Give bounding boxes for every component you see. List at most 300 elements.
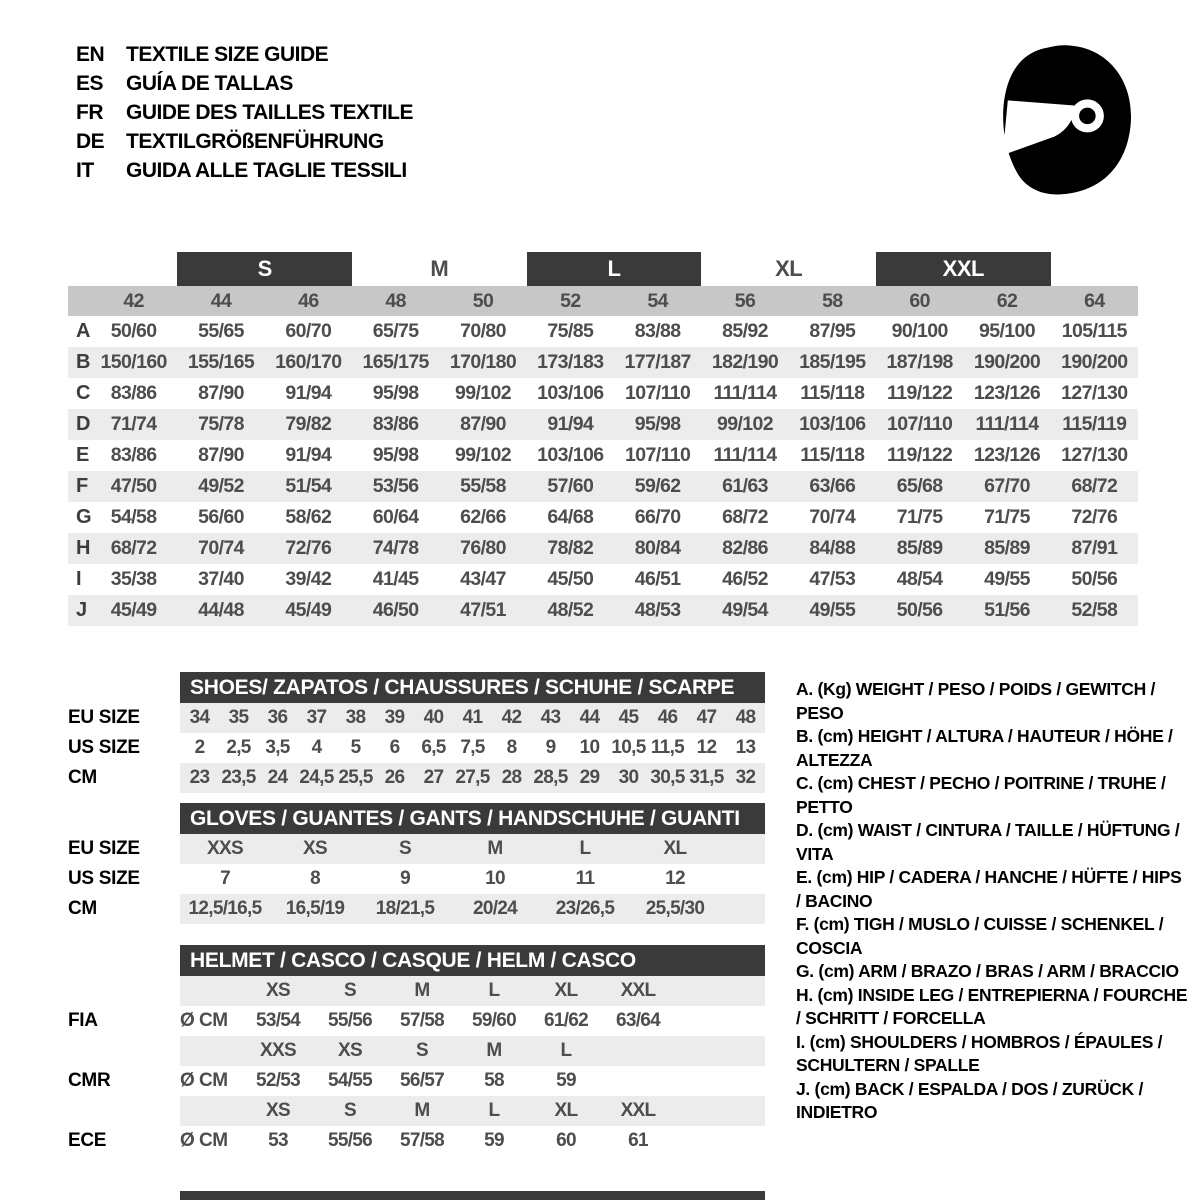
cell-value: S: [416, 1040, 428, 1061]
size-value: 173/183: [537, 351, 604, 373]
size-value: 107/110: [887, 413, 953, 435]
legend-item: B. (cm) HEIGHT / ALTURA / HAUTEUR / HÖHE / ALTEZZA: [796, 726, 1173, 770]
size-value: 71/75: [984, 506, 1030, 528]
measurement-row: [68, 409, 1138, 440]
table-row: [68, 1036, 765, 1066]
size-value: 78/82: [547, 537, 594, 559]
cell-value: 31,5: [689, 767, 724, 788]
size-value: 83/86: [110, 382, 157, 404]
size-value: 76/80: [460, 537, 506, 559]
cell-value: L: [488, 980, 500, 1001]
measurement-row: [68, 378, 1138, 409]
cell-value: 3,5: [265, 737, 290, 758]
size-group-xxl: XXL: [876, 252, 1051, 286]
size-value: 71/75: [896, 506, 943, 528]
language-row: [76, 127, 413, 156]
size-group-m: M: [430, 256, 449, 281]
shoes-table: [68, 672, 765, 793]
table-row: [68, 1096, 765, 1126]
legend-item: G. (cm) ARM / BRAZO / BRAS / ARM / BRACCIO: [796, 961, 1179, 981]
textile-size-table: [68, 252, 1138, 626]
cell-value: 38: [345, 707, 366, 728]
cell-value: XS: [338, 1040, 362, 1061]
language-row: [76, 69, 413, 98]
size-value: 160/170: [275, 351, 342, 373]
cell-value: 55/56: [327, 1130, 373, 1151]
row-label: H: [76, 537, 91, 559]
cell-value: 26: [384, 767, 405, 788]
cell-value: XS: [266, 980, 290, 1001]
size-value: 68/72: [1071, 475, 1118, 497]
row-header: US SIZE: [68, 737, 140, 758]
language-code: EN: [76, 42, 105, 66]
language-title: GUIDA ALLE TAGLIE TESSILI: [126, 158, 407, 182]
language-row: [76, 156, 413, 185]
cell-value: 24: [267, 767, 288, 788]
row-label: B: [76, 351, 91, 373]
measurement-row: [68, 533, 1138, 564]
cell-value: 41: [462, 707, 483, 728]
cell-value: 7,5: [460, 737, 485, 758]
cell-value: 30: [618, 767, 639, 788]
row-header: CM: [68, 767, 97, 788]
size-value: 82/86: [722, 537, 768, 559]
size-value: 56/60: [198, 506, 244, 528]
cell-value: 9: [545, 737, 556, 758]
size-value: 39/42: [285, 568, 332, 590]
cell-value: 25,5: [338, 767, 373, 788]
size-value: 127/130: [1061, 444, 1128, 466]
cell-value: 6: [389, 737, 400, 758]
unit-label: Ø CM: [180, 1010, 228, 1031]
size-value: 48/53: [634, 599, 681, 621]
size-value: 75/78: [198, 413, 244, 435]
language-title: TEXTILGRÖßENFÜHRUNG: [126, 129, 384, 153]
cell-value: XXS: [260, 1040, 296, 1061]
cell-value: 61/62: [543, 1010, 589, 1031]
size-value: 85/89: [896, 537, 943, 559]
cell-value: 42: [501, 707, 522, 728]
size-value: 35/38: [110, 568, 157, 590]
size-value: 37/40: [198, 568, 244, 590]
cell-value: S: [399, 838, 411, 859]
gloves-table: [68, 803, 765, 924]
size-value: 103/106: [537, 444, 604, 466]
language-title: GUIDE DES TAILLES TEXTILE: [126, 100, 413, 124]
size-table-body: [68, 316, 1138, 626]
row-label: F: [76, 475, 89, 497]
size-column-header: 48: [385, 289, 406, 312]
size-value: 49/55: [984, 568, 1030, 590]
cell-value: XL: [663, 838, 687, 859]
cell-value: 52/53: [255, 1070, 301, 1091]
size-value: 48/52: [547, 599, 594, 621]
size-value: 72/76: [285, 537, 332, 559]
cell-value: 56/57: [399, 1070, 445, 1091]
size-value: 111/114: [713, 444, 777, 466]
size-column-header: 62: [996, 289, 1018, 312]
size-value: 65/68: [896, 475, 943, 497]
cell-value: XL: [554, 980, 578, 1001]
size-value: 71/74: [110, 413, 157, 435]
helmet-table: [68, 945, 765, 1156]
table-row: [68, 763, 765, 793]
size-value: 187/198: [886, 351, 953, 373]
size-value: 85/92: [722, 320, 768, 342]
size-column-header: 64: [1084, 289, 1105, 312]
unit-label: [180, 976, 242, 1006]
size-value: 83/86: [372, 413, 419, 435]
size-value: 87/90: [460, 413, 506, 435]
cell-value: 12: [665, 868, 685, 889]
measurement-row: [68, 440, 1138, 471]
table-row: [68, 864, 765, 894]
row-label: C: [76, 382, 91, 404]
size-value: 150/160: [100, 351, 167, 373]
size-group-s: S: [177, 252, 352, 286]
cell-value: 6,5: [421, 737, 446, 758]
size-value: 83/88: [634, 320, 681, 342]
size-column-header: 58: [822, 289, 843, 312]
cell-value: 10,5: [611, 737, 646, 758]
size-value: 123/126: [973, 444, 1041, 466]
language-title: GUÍA DE TALLAS: [126, 71, 293, 95]
cell-value: S: [344, 1100, 356, 1121]
size-value: 99/102: [454, 382, 512, 404]
row-label: J: [76, 599, 88, 621]
size-value: 62/66: [460, 506, 506, 528]
gloves-title: GLOVES / GUANTES / GANTS / HANDSCHUHE / GUANTI: [180, 803, 765, 834]
cell-value: M: [486, 1040, 502, 1061]
cell-value: 61: [628, 1130, 648, 1151]
cell-value: M: [414, 1100, 430, 1121]
size-value: 91/94: [547, 413, 594, 435]
table-row: [68, 733, 765, 763]
language-code: IT: [76, 158, 94, 182]
size-value: 99/102: [716, 413, 774, 435]
row-header: [68, 976, 180, 1006]
legend-item: H. (cm) INSIDE LEG / ENTREPIERNA / FOURCHE / SCHRITT / FORCELLA: [796, 984, 1188, 1028]
language-title: TEXTILE SIZE GUIDE: [126, 42, 329, 66]
gloves-rows: [68, 834, 765, 924]
legend-item: E. (cm) HIP / CADERA / HANCHE / HÜFTE / HIPS / BACINO: [796, 867, 1182, 911]
cell-value: XL: [554, 1100, 578, 1121]
cell-value: 59/60: [471, 1010, 517, 1031]
size-column-header: 50: [472, 289, 494, 312]
size-value: 45/50: [547, 568, 594, 590]
size-column-header: 54: [647, 289, 668, 312]
size-value: 107/110: [625, 382, 691, 404]
row-header: FIA: [68, 1010, 98, 1031]
table-row: [68, 1126, 765, 1156]
size-value: 47/51: [460, 599, 506, 621]
language-code: FR: [76, 100, 103, 124]
table-row: [68, 976, 765, 1006]
size-column-header: 46: [298, 289, 319, 312]
cell-value: 27: [423, 767, 444, 788]
size-group-xl: XL: [775, 256, 803, 281]
unit-label: [180, 1036, 242, 1066]
size-value: 83/86: [110, 444, 157, 466]
size-value: 68/72: [110, 537, 157, 559]
table-row: [68, 703, 765, 733]
size-value: 95/98: [372, 382, 419, 404]
size-value: 51/54: [285, 475, 332, 497]
cell-value: 60: [556, 1130, 576, 1151]
size-value: 48/54: [896, 568, 943, 590]
cell-value: 2,5: [226, 737, 251, 758]
size-value: 63/66: [809, 475, 856, 497]
cell-value: 45: [618, 707, 639, 728]
cell-value: L: [488, 1100, 500, 1121]
row-header: CMR: [68, 1070, 111, 1091]
measurement-row: [68, 502, 1138, 533]
cell-value: 43: [540, 707, 561, 728]
measurement-legend: [796, 678, 1188, 1125]
cell-value: 18/21,5: [375, 898, 435, 919]
size-value: 74/78: [372, 537, 419, 559]
size-value: 91/94: [285, 382, 332, 404]
legend-item: F. (cm) TIGH / MUSLO / CUISSE / SCHENKEL / COSCIA: [796, 914, 1164, 958]
size-value: 79/82: [285, 413, 332, 435]
size-value: 111/114: [975, 413, 1039, 435]
legend-item: I. (cm) SHOULDERS / HOMBROS / ÉPAULES / SCHULTERN / SPALLE: [796, 1031, 1163, 1075]
size-value: 65/75: [372, 320, 419, 342]
cell-value: L: [579, 838, 591, 859]
cell-value: 13: [735, 737, 756, 758]
size-value: 46/51: [634, 568, 681, 590]
row-header: [68, 1096, 180, 1126]
size-value: 87/90: [198, 444, 244, 466]
table-row: [68, 1066, 765, 1096]
cell-value: 37: [306, 707, 327, 728]
cell-value: 7: [220, 868, 230, 889]
measurement-row: [68, 564, 1138, 595]
size-value: 105/115: [1061, 320, 1127, 342]
cell-value: 57/58: [399, 1130, 445, 1151]
size-value: 58/62: [285, 506, 332, 528]
size-value: 190/200: [973, 351, 1041, 373]
table-row: [68, 894, 765, 924]
cell-value: 4: [311, 737, 322, 758]
size-value: 123/126: [973, 382, 1041, 404]
size-value: 61/63: [722, 475, 768, 497]
size-value: 190/200: [1061, 351, 1128, 373]
cell-value: 63/64: [615, 1010, 661, 1031]
cell-value: [602, 1066, 674, 1096]
measurement-row: [68, 595, 1138, 626]
size-value: 87/91: [1071, 537, 1118, 559]
size-value: 80/84: [634, 537, 681, 559]
cell-value: 48: [735, 707, 756, 728]
cell-value: 55/56: [327, 1010, 373, 1031]
size-value: 60/64: [372, 506, 419, 528]
size-value: 119/122: [887, 444, 953, 466]
size-value: 70/74: [809, 506, 856, 528]
size-value: 70/74: [198, 537, 244, 559]
size-value: 67/70: [984, 475, 1030, 497]
cell-value: M: [414, 980, 430, 1001]
size-value: 165/175: [362, 351, 429, 373]
cell-value: XS: [303, 838, 327, 859]
row-header: US SIZE: [68, 868, 140, 889]
size-value: 50/56: [1071, 568, 1118, 590]
cell-value: XXS: [207, 838, 243, 859]
size-value: 50/56: [896, 599, 943, 621]
cell-value: 40: [423, 707, 444, 728]
cell-value: 28: [501, 767, 522, 788]
cell-value: XS: [266, 1100, 290, 1121]
size-value: 57/60: [547, 475, 594, 497]
size-value: 95/98: [372, 444, 419, 466]
cell-value: 34: [189, 707, 210, 728]
size-value: 95/98: [634, 413, 681, 435]
size-value: 115/119: [1062, 413, 1127, 435]
size-value: 54/58: [110, 506, 157, 528]
cell-value: 11,5: [650, 737, 685, 758]
legend-item: D. (cm) WAIST / CINTURA / TAILLE / HÜFTUNG / VITA: [796, 820, 1180, 864]
cell-value: 27,5: [455, 767, 490, 788]
table-row: [68, 1006, 765, 1036]
measurement-row: [68, 347, 1138, 378]
cell-value: 20/24: [472, 898, 518, 919]
size-value: 46/50: [372, 599, 419, 621]
corner-cell: [68, 286, 90, 316]
size-group-l: L: [527, 252, 702, 286]
cell-value: 28,5: [533, 767, 568, 788]
language-row: [76, 98, 413, 127]
cell-value: 5: [350, 737, 361, 758]
size-value: 47/50: [110, 475, 157, 497]
size-value: 41/45: [372, 568, 419, 590]
size-column-header: 52: [560, 289, 581, 312]
cell-value: 36: [267, 707, 288, 728]
size-value: 95/100: [978, 320, 1036, 342]
size-value: 46/52: [722, 568, 768, 590]
cell-value: 59: [556, 1070, 576, 1091]
size-value: 85/89: [984, 537, 1030, 559]
size-value: 64/68: [547, 506, 594, 528]
row-label: G: [76, 506, 92, 528]
size-value: 177/187: [624, 351, 691, 373]
size-value: 84/88: [809, 537, 856, 559]
size-value: 72/76: [1071, 506, 1118, 528]
cell-value: 57/58: [399, 1010, 445, 1031]
table-row: [68, 834, 765, 864]
helmet-icon: [983, 40, 1138, 198]
cell-value: 2: [194, 737, 205, 758]
cell-value: 10: [579, 737, 600, 758]
size-value: 45/49: [110, 599, 157, 621]
size-value: 60/70: [285, 320, 332, 342]
size-value: 52/58: [1071, 599, 1118, 621]
size-value: 45/49: [285, 599, 332, 621]
cell-value: XXL: [620, 980, 656, 1001]
cell-value: XXL: [620, 1100, 656, 1121]
row-header: ECE: [68, 1130, 107, 1151]
cell-value: M: [487, 838, 503, 859]
language-row: [76, 40, 413, 69]
cell-value: 25,5/30: [645, 898, 705, 919]
size-value: 47/53: [809, 568, 856, 590]
cell-value: 10: [485, 868, 505, 889]
size-value: 87/90: [198, 382, 244, 404]
helmet-title: HELMET / CASCO / CASQUE / HELM / CASCO: [180, 945, 765, 976]
size-value: 182/190: [711, 351, 779, 373]
cell-value: 12,5/16,5: [188, 898, 262, 919]
size-value: 75/85: [547, 320, 594, 342]
cell-value: 54/55: [327, 1070, 373, 1091]
cell-value: 35: [228, 707, 249, 728]
cell-value: 59: [484, 1130, 504, 1151]
legend-item: A. (Kg) WEIGHT / PESO / POIDS / GEWITCH / PESO: [796, 679, 1156, 723]
cell-value: 8: [310, 868, 320, 889]
cell-value: 16,5/19: [285, 898, 345, 919]
size-column-header: 56: [734, 289, 756, 312]
size-value: 51/56: [984, 599, 1030, 621]
cell-value: 24,5: [299, 767, 334, 788]
size-value: 103/106: [799, 413, 866, 435]
cell-value: 53: [268, 1130, 288, 1151]
row-header: [68, 1036, 180, 1066]
cell-value: 32: [735, 767, 756, 788]
unit-label: Ø CM: [180, 1130, 228, 1151]
cell-value: S: [344, 980, 356, 1001]
cell-value: 12: [696, 737, 717, 758]
legend-item: C. (cm) CHEST / PECHO / POITRINE / TRUHE / PETTO: [796, 773, 1166, 817]
size-value: 115/118: [800, 444, 865, 466]
cell-value: 53/54: [255, 1010, 301, 1031]
row-header: EU SIZE: [68, 707, 140, 728]
row-header: EU SIZE: [68, 838, 140, 859]
size-value: 107/110: [625, 444, 691, 466]
size-value: 59/62: [634, 475, 681, 497]
size-value: 90/100: [891, 320, 948, 342]
row-label: E: [76, 444, 90, 466]
language-list: [76, 40, 413, 185]
size-column-header: 44: [210, 289, 232, 312]
size-value: 185/195: [799, 351, 866, 373]
cell-value: [602, 1036, 674, 1066]
size-value: 127/130: [1061, 382, 1128, 404]
shoes-rows: [68, 703, 765, 793]
measurement-row: [68, 471, 1138, 502]
size-value: 55/58: [460, 475, 506, 497]
next-section-bar-partial: [180, 1191, 765, 1200]
language-code: DE: [76, 129, 105, 153]
size-value: 70/80: [460, 320, 506, 342]
size-value: 111/114: [713, 382, 777, 404]
cell-value: 23/26,5: [555, 898, 615, 919]
cell-value: 23: [189, 767, 210, 788]
row-label: D: [76, 413, 91, 435]
size-value: 119/122: [887, 382, 953, 404]
size-value: 91/94: [285, 444, 332, 466]
language-code: ES: [76, 71, 104, 95]
row-label: A: [76, 320, 91, 342]
cell-value: 30,5: [650, 767, 685, 788]
size-value: 44/48: [198, 599, 244, 621]
cell-value: L: [560, 1040, 572, 1061]
size-column-header: 60: [909, 289, 930, 312]
measurement-row: [68, 316, 1138, 347]
cell-value: 23,5: [221, 767, 256, 788]
size-value: 49/54: [722, 599, 768, 621]
size-number-row: [68, 286, 1138, 316]
size-value: 68/72: [722, 506, 768, 528]
size-value: 55/65: [198, 320, 244, 342]
size-value: 50/60: [110, 320, 157, 342]
